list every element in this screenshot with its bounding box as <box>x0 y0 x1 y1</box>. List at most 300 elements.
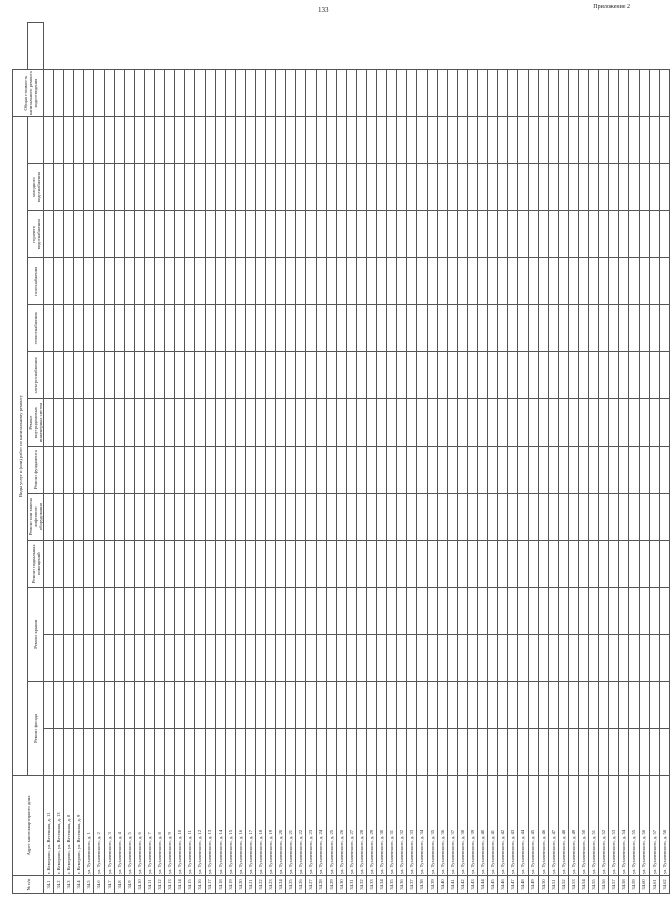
header-foundation: Ремонт фундамента <box>28 446 44 493</box>
value-cell <box>377 399 387 446</box>
value-cell <box>266 164 276 211</box>
value-cell <box>589 352 599 399</box>
header-sewer: водоотведения <box>28 23 44 164</box>
value-cell <box>104 70 114 117</box>
value-cell <box>44 587 54 634</box>
value-cell <box>346 352 356 399</box>
row-address: ул. Тухачевского, д. 45 <box>528 776 538 876</box>
value-cell <box>255 587 265 634</box>
value-cell <box>457 399 467 446</box>
value-cell <box>528 352 538 399</box>
row-address: ул. Тухачевского, д. 20 <box>276 776 286 876</box>
value-cell <box>538 211 548 258</box>
row-number: 34.46 <box>498 876 508 894</box>
value-cell <box>114 493 124 540</box>
table-row <box>558 23 568 894</box>
value-cell <box>255 493 265 540</box>
row-number: 34.25 <box>286 876 296 894</box>
value-cell <box>225 305 235 352</box>
value-cell <box>54 117 64 164</box>
value-cell <box>407 258 417 305</box>
table-row <box>568 23 578 894</box>
value-cell <box>397 493 407 540</box>
value-cell <box>276 493 286 540</box>
header-address: Адрес многоквартирного дома <box>13 776 44 876</box>
value-cell <box>235 493 245 540</box>
value-cell <box>568 681 578 728</box>
table-row <box>165 23 175 894</box>
value-cell <box>367 634 377 681</box>
value-cell <box>467 352 477 399</box>
value-cell <box>195 493 205 540</box>
table-row <box>498 23 508 894</box>
value-cell <box>235 728 245 775</box>
value-cell <box>296 258 306 305</box>
value-cell <box>326 211 336 258</box>
value-cell <box>437 117 447 164</box>
value-cell <box>578 70 588 117</box>
value-cell <box>225 117 235 164</box>
value-cell <box>437 634 447 681</box>
row-number: 34.43 <box>467 876 477 894</box>
value-cell <box>478 493 488 540</box>
value-cell <box>134 728 144 775</box>
value-cell <box>619 352 629 399</box>
table-row <box>377 23 387 894</box>
value-cell <box>538 70 548 117</box>
value-cell <box>609 352 619 399</box>
value-cell <box>144 493 154 540</box>
value-cell <box>326 446 336 493</box>
row-address: г. Кемерово, ул. Весенняя, д. 8 <box>64 776 74 876</box>
value-cell <box>508 681 518 728</box>
value-cell <box>629 399 639 446</box>
table-row <box>64 23 74 894</box>
value-cell <box>548 117 558 164</box>
value-cell <box>144 164 154 211</box>
row-number: 34.42 <box>457 876 467 894</box>
value-cell <box>175 211 185 258</box>
value-cell <box>346 399 356 446</box>
value-cell <box>44 211 54 258</box>
value-cell <box>245 117 255 164</box>
value-cell <box>54 446 64 493</box>
value-cell <box>629 493 639 540</box>
value-cell <box>528 258 538 305</box>
value-cell <box>538 681 548 728</box>
value-cell <box>609 681 619 728</box>
table-row <box>185 23 195 894</box>
value-cell <box>356 211 366 258</box>
value-cell <box>225 258 235 305</box>
value-cell <box>165 493 175 540</box>
value-cell <box>346 70 356 117</box>
value-cell <box>64 258 74 305</box>
value-cell <box>508 258 518 305</box>
value-cell <box>447 117 457 164</box>
value-cell <box>195 540 205 587</box>
row-number: 34.60 <box>639 876 649 894</box>
value-cell <box>528 540 538 587</box>
value-cell <box>44 634 54 681</box>
value-cell <box>568 399 578 446</box>
value-cell <box>306 117 316 164</box>
value-cell <box>417 493 427 540</box>
value-cell <box>427 164 437 211</box>
value-cell <box>659 258 669 305</box>
value-cell <box>185 352 195 399</box>
row-address: ул. Тухачевского, д. 2 <box>94 776 104 876</box>
value-cell <box>104 681 114 728</box>
value-cell <box>296 587 306 634</box>
row-address: ул. Тухачевского, д. 49 <box>568 776 578 876</box>
value-cell <box>578 540 588 587</box>
value-cell <box>44 164 54 211</box>
value-cell <box>175 258 185 305</box>
row-address: ул. Тухачевского, д. 19 <box>266 776 276 876</box>
value-cell <box>134 446 144 493</box>
value-cell <box>629 352 639 399</box>
value-cell <box>367 681 377 728</box>
value-cell <box>387 258 397 305</box>
value-cell <box>407 681 417 728</box>
header-electric: электроснабжения <box>28 352 44 399</box>
value-cell <box>64 446 74 493</box>
row-number: 34.48 <box>518 876 528 894</box>
value-cell <box>185 211 195 258</box>
value-cell <box>407 305 417 352</box>
value-cell <box>276 352 286 399</box>
value-cell <box>589 399 599 446</box>
table-row <box>599 23 609 894</box>
value-cell <box>245 70 255 117</box>
row-address: ул. Тухачевского, д. 5 <box>124 776 134 876</box>
value-cell <box>296 305 306 352</box>
value-cell <box>467 258 477 305</box>
row-address: ул. Тухачевского, д. 35 <box>427 776 437 876</box>
value-cell <box>336 211 346 258</box>
value-cell <box>538 493 548 540</box>
value-cell <box>225 728 235 775</box>
value-cell <box>255 70 265 117</box>
value-cell <box>346 446 356 493</box>
value-cell <box>326 258 336 305</box>
value-cell <box>397 164 407 211</box>
row-address: ул. Тухачевского, д. 12 <box>195 776 205 876</box>
value-cell <box>205 305 215 352</box>
value-cell <box>185 587 195 634</box>
value-cell <box>356 258 366 305</box>
table-row <box>467 23 477 894</box>
value-cell <box>306 587 316 634</box>
value-cell <box>387 681 397 728</box>
value-cell <box>518 493 528 540</box>
value-cell <box>659 587 669 634</box>
value-cell <box>155 117 165 164</box>
value-cell <box>578 446 588 493</box>
value-cell <box>84 258 94 305</box>
value-cell <box>255 399 265 446</box>
value-cell <box>548 446 558 493</box>
value-cell <box>508 399 518 446</box>
value-cell <box>74 587 84 634</box>
value-cell <box>599 728 609 775</box>
row-number: 34.49 <box>528 876 538 894</box>
row-address: ул. Тухачевского, д. 41 <box>488 776 498 876</box>
value-cell <box>175 352 185 399</box>
value-cell <box>84 117 94 164</box>
value-cell <box>437 164 447 211</box>
value-cell <box>417 164 427 211</box>
value-cell <box>114 258 124 305</box>
value-cell <box>134 70 144 117</box>
value-cell <box>437 258 447 305</box>
value-cell <box>427 305 437 352</box>
value-cell <box>266 70 276 117</box>
value-cell <box>266 258 276 305</box>
value-cell <box>397 399 407 446</box>
value-cell <box>44 493 54 540</box>
table-row <box>225 23 235 894</box>
row-address: ул. Тухачевского, д. 51 <box>589 776 599 876</box>
value-cell <box>578 117 588 164</box>
row-address: ул. Тухачевского, д. 33 <box>407 776 417 876</box>
value-cell <box>437 493 447 540</box>
value-cell <box>589 493 599 540</box>
value-cell <box>356 540 366 587</box>
value-cell <box>245 258 255 305</box>
table-row <box>326 23 336 894</box>
value-cell <box>134 493 144 540</box>
row-number: 34.20 <box>235 876 245 894</box>
value-cell <box>185 493 195 540</box>
row-address: ул. Тухачевского, д. 56 <box>639 776 649 876</box>
value-cell <box>367 70 377 117</box>
value-cell <box>215 258 225 305</box>
value-cell <box>427 399 437 446</box>
value-cell <box>64 399 74 446</box>
value-cell <box>235 164 245 211</box>
value-cell <box>538 728 548 775</box>
value-cell <box>387 446 397 493</box>
value-cell <box>367 258 377 305</box>
value-cell <box>457 681 467 728</box>
value-cell <box>346 540 356 587</box>
value-cell <box>336 164 346 211</box>
value-cell <box>377 540 387 587</box>
value-cell <box>144 211 154 258</box>
value-cell <box>538 352 548 399</box>
value-cell <box>437 540 447 587</box>
value-cell <box>134 164 144 211</box>
value-cell <box>518 728 528 775</box>
value-cell <box>558 305 568 352</box>
row-address: г. Кемерово, ул. Весенняя, д. 9 <box>74 776 84 876</box>
value-cell <box>44 681 54 728</box>
value-cell <box>94 493 104 540</box>
value-cell <box>649 728 659 775</box>
table-row <box>578 23 588 894</box>
value-cell <box>558 117 568 164</box>
value-cell <box>235 587 245 634</box>
value-cell <box>225 70 235 117</box>
value-cell <box>296 540 306 587</box>
value-cell <box>629 211 639 258</box>
value-cell <box>306 634 316 681</box>
value-cell <box>609 305 619 352</box>
row-address: ул. Тухачевского, д. 29 <box>367 776 377 876</box>
value-cell <box>245 728 255 775</box>
value-cell <box>558 258 568 305</box>
value-cell <box>447 258 457 305</box>
value-cell <box>437 211 447 258</box>
row-number: 34.27 <box>306 876 316 894</box>
value-cell <box>508 305 518 352</box>
value-cell <box>367 728 377 775</box>
value-cell <box>447 728 457 775</box>
row-number: 34.36 <box>397 876 407 894</box>
value-cell <box>346 728 356 775</box>
value-cell <box>467 540 477 587</box>
value-cell <box>104 540 114 587</box>
value-cell <box>589 164 599 211</box>
value-cell <box>508 540 518 587</box>
value-cell <box>558 70 568 117</box>
value-cell <box>114 446 124 493</box>
value-cell <box>538 399 548 446</box>
value-cell <box>266 446 276 493</box>
value-cell <box>407 352 417 399</box>
row-address: ул. Тухачевского, д. 24 <box>316 776 326 876</box>
value-cell <box>296 117 306 164</box>
row-number: 34.33 <box>367 876 377 894</box>
value-cell <box>296 70 306 117</box>
value-cell <box>488 728 498 775</box>
value-cell <box>245 352 255 399</box>
value-cell <box>64 70 74 117</box>
value-cell <box>245 446 255 493</box>
table-row <box>437 23 447 894</box>
value-cell <box>296 493 306 540</box>
value-cell <box>225 399 235 446</box>
value-cell <box>387 728 397 775</box>
value-cell <box>134 634 144 681</box>
value-cell <box>44 352 54 399</box>
value-cell <box>508 446 518 493</box>
value-cell <box>528 164 538 211</box>
value-cell <box>659 399 669 446</box>
value-cell <box>467 634 477 681</box>
value-cell <box>518 681 528 728</box>
value-cell <box>599 211 609 258</box>
value-cell <box>84 493 94 540</box>
table-row <box>245 23 255 894</box>
value-cell <box>558 681 568 728</box>
value-cell <box>377 70 387 117</box>
value-cell <box>367 399 377 446</box>
row-address: ул. Тухачевского, д. 46 <box>538 776 548 876</box>
value-cell <box>134 258 144 305</box>
value-cell <box>266 634 276 681</box>
value-cell <box>589 728 599 775</box>
row-address: ул. Тухачевского, д. 42 <box>498 776 508 876</box>
value-cell <box>356 681 366 728</box>
row-number: 34.37 <box>407 876 417 894</box>
value-cell <box>346 164 356 211</box>
table-row <box>296 23 306 894</box>
value-cell <box>367 446 377 493</box>
value-cell <box>609 258 619 305</box>
value-cell <box>377 634 387 681</box>
value-cell <box>316 728 326 775</box>
row-number: 34.39 <box>427 876 437 894</box>
value-cell <box>134 399 144 446</box>
row-address: ул. Тухачевского, д. 37 <box>447 776 457 876</box>
table-row <box>356 23 366 894</box>
value-cell <box>326 352 336 399</box>
value-cell <box>619 399 629 446</box>
value-cell <box>568 117 578 164</box>
value-cell <box>478 164 488 211</box>
value-cell <box>367 117 377 164</box>
value-cell <box>649 117 659 164</box>
value-cell <box>639 258 649 305</box>
value-cell <box>619 681 629 728</box>
row-number: 34.24 <box>276 876 286 894</box>
value-cell <box>417 728 427 775</box>
value-cell <box>599 634 609 681</box>
value-cell <box>558 446 568 493</box>
row-number: 34.18 <box>215 876 225 894</box>
value-cell <box>165 681 175 728</box>
value-cell <box>387 540 397 587</box>
value-cell <box>619 258 629 305</box>
value-cell <box>548 634 558 681</box>
value-cell <box>659 728 669 775</box>
value-cell <box>94 117 104 164</box>
row-number: 34.38 <box>417 876 427 894</box>
header-cold-water: холодного водоснабжения <box>28 164 44 211</box>
value-cell <box>235 70 245 117</box>
value-cell <box>316 681 326 728</box>
value-cell <box>478 258 488 305</box>
value-cell <box>205 681 215 728</box>
value-cell <box>457 540 467 587</box>
value-cell <box>407 117 417 164</box>
value-cell <box>54 258 64 305</box>
value-cell <box>336 587 346 634</box>
value-cell <box>144 305 154 352</box>
row-address: ул. Тухачевского, д. 1 <box>84 776 94 876</box>
value-cell <box>266 587 276 634</box>
row-number: 34.29 <box>326 876 336 894</box>
value-cell <box>407 540 417 587</box>
row-address: ул. Тухачевского, д. 58 <box>659 776 669 876</box>
value-cell <box>508 587 518 634</box>
value-cell <box>144 258 154 305</box>
value-cell <box>104 399 114 446</box>
value-cell <box>447 164 457 211</box>
value-cell <box>54 493 64 540</box>
value-cell <box>94 634 104 681</box>
value-cell <box>649 634 659 681</box>
value-cell <box>417 258 427 305</box>
value-cell <box>639 681 649 728</box>
value-cell <box>568 446 578 493</box>
value-cell <box>54 70 64 117</box>
value-cell <box>144 70 154 117</box>
value-cell <box>599 70 609 117</box>
